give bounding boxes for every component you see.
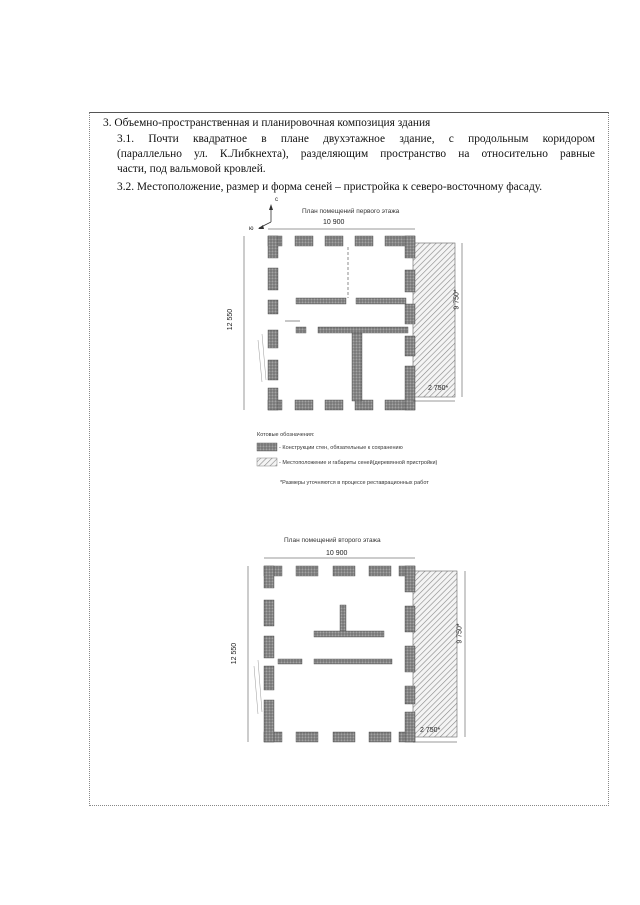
plan2-height-dim: 12 550 — [231, 642, 239, 665]
first-floor-walls — [268, 236, 415, 410]
section-heading: 3. Объемно-пространственная и планировочная композиция здания — [103, 117, 431, 129]
plan2-annex-height-dim: 9 750* — [456, 623, 464, 644]
plan-second-floor — [248, 558, 465, 742]
paragraph-3-1-line-2: (параллельно ул. К.Либкнехта), разделяющим пространство на относительно равные — [117, 148, 595, 160]
legend-annex-swatch — [257, 458, 277, 466]
plan1-annex-height-dim: 9 750* — [453, 289, 461, 310]
annex-first-floor — [413, 243, 455, 397]
legend-item-walls: - Конструкции стен, обязательные к сохранению — [279, 445, 403, 451]
plan1-title: План помещений первого этажа — [302, 208, 400, 215]
plan1-height-dim: 12 550 — [227, 308, 235, 331]
plan2-title: План помещений второго этажа — [284, 537, 381, 544]
legend-title: Котовые обозначения: — [257, 432, 315, 438]
second-floor-walls — [264, 566, 415, 742]
legend-item-annex: - Местоположение и габариты сеней(деревянной пристройки) — [279, 460, 438, 466]
compass-west-label: ю — [249, 226, 254, 232]
legend-wall-swatch — [257, 443, 277, 451]
plan2-annex-width-dim: 2 750* — [420, 727, 441, 734]
plan-first-floor — [244, 204, 462, 410]
legend-note: *Размеры уточняются в процессе реставрационных работ — [280, 480, 429, 486]
plan1-annex-width-dim: 2 750* — [428, 385, 449, 392]
paragraph-3-1-line-3: части, под вальмовой кровлей. — [117, 163, 266, 175]
paragraph-3-1-line-1: 3.1. Почти квадратное в плане двухэтажное здание, с продольным коридором — [117, 133, 595, 145]
plan1-width-dim: 10 900 — [323, 219, 345, 226]
compass-icon — [258, 204, 273, 229]
plan2-width-dim: 10 900 — [326, 550, 348, 557]
compass-north-label: с — [275, 197, 278, 203]
annex-second-floor — [413, 571, 457, 737]
paragraph-3-2: 3.2. Местоположение, размер и форма сеней – пристройка к северо-восточному фасаду. — [117, 181, 543, 193]
